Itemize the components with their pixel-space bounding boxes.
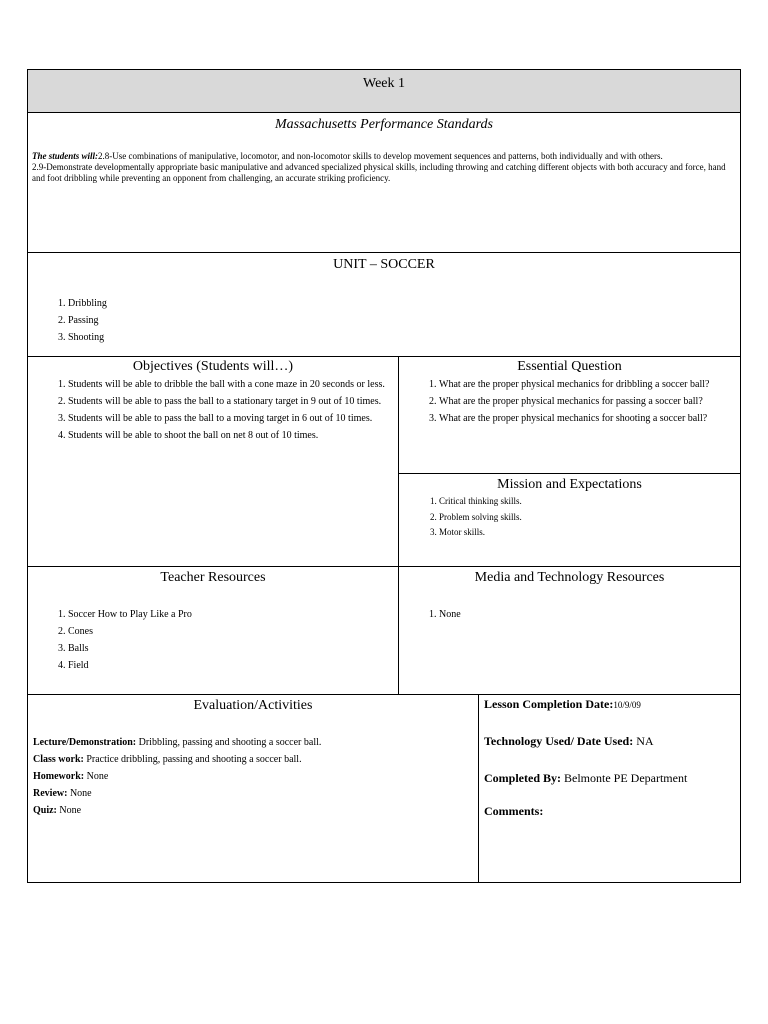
- list-item: 1. Dribbling: [68, 295, 740, 312]
- homework-line: [33, 768, 474, 785]
- mission-heading: Mission and Expectations: [497, 477, 642, 492]
- evaluation-heading: Evaluation/Activities: [193, 698, 313, 713]
- completion-date-label: Lesson Completion Date:: [484, 697, 614, 711]
- unit-heading: UNIT – SOCCER: [333, 257, 435, 272]
- media-resources-heading: Media and Technology Resources: [474, 570, 665, 585]
- list-item: 3. What are the proper physical mechanics for shooting a soccer ball?: [439, 410, 740, 427]
- completed-by-label: Completed By:: [484, 771, 561, 785]
- completed-by-value: Belmonte PE Department: [561, 771, 688, 785]
- quiz-line: [33, 802, 474, 819]
- review-label: Review:: [33, 788, 68, 799]
- completion-date-line: [484, 697, 740, 712]
- list-item: 1. Students will be able to dribble the ball with a cone maze in 20 seconds or less.: [68, 376, 398, 393]
- teacher-resources-section: [27, 566, 399, 695]
- lecture-label: Lecture/Demonstration:: [33, 737, 137, 748]
- media-resources-list: [399, 606, 740, 623]
- comments-label: Comments:: [484, 804, 544, 818]
- list-item: 2. Problem solving skills.: [439, 510, 740, 526]
- list-item: 2. Students will be able to pass the ball to a stationary target in 9 out of 10 times.: [68, 393, 398, 410]
- homework-value: None: [84, 771, 109, 782]
- essential-question-list: [399, 376, 740, 427]
- homework-label: Homework:: [33, 771, 85, 782]
- completion-date-value: 10/9/09: [613, 700, 641, 710]
- technology-used-line: [484, 734, 740, 749]
- teacher-resources-heading: Teacher Resources: [160, 570, 266, 585]
- essential-question-section: [398, 356, 741, 474]
- lecture-value: Dribbling, passing and shooting a soccer ball.: [136, 737, 322, 748]
- mission-section: [398, 473, 741, 567]
- unit-list: [28, 295, 740, 346]
- technology-used-label: Technology Used/ Date Used:: [484, 734, 634, 748]
- list-item: 1. What are the proper physical mechanics for dribbling a soccer ball?: [439, 376, 740, 393]
- list-item: 1. Soccer How to Play Like a Pro: [68, 606, 398, 623]
- list-item: 4. Students will be able to shoot the ball on net 8 out of 10 times.: [68, 427, 398, 444]
- unit-section: [27, 252, 741, 357]
- list-item: 1. None: [439, 606, 740, 623]
- list-item: 3. Balls: [68, 640, 398, 657]
- essential-question-heading: Essential Question: [517, 359, 622, 374]
- standards-heading: Massachusetts Performance Standards: [274, 117, 494, 132]
- list-item: 1. Critical thinking skills.: [439, 494, 740, 510]
- objectives-heading: Objectives (Students will…): [132, 359, 294, 374]
- week-title: Week 1: [362, 76, 406, 91]
- evaluation-body: [28, 714, 478, 819]
- media-resources-section: [398, 566, 741, 695]
- quiz-label: Quiz:: [33, 805, 57, 816]
- lesson-details-section: [478, 694, 741, 883]
- comments-line: [484, 804, 740, 819]
- classwork-label: Class work:: [33, 754, 84, 765]
- completed-by-line: [484, 771, 740, 786]
- list-item: 3. Students will be able to pass the ball to a moving target in 6 out of 10 times.: [68, 410, 398, 427]
- classwork-value: Practice dribbling, passing and shooting a soccer ball.: [83, 754, 302, 765]
- list-item: 2. Passing: [68, 312, 740, 329]
- list-item: 4. Field: [68, 657, 398, 674]
- objectives-list: [28, 376, 398, 444]
- standards-section: [27, 112, 741, 253]
- standard-2-9: 2.9-Demonstrate developmentally appropriate basic manipulative and advanced specialized physical skills, including throwing and catching different objects with both accuracy and force, hand and foot dribbling while preventing an opponent from challenging, an accurate striking proficiency.: [32, 162, 726, 183]
- review-value: None: [67, 788, 92, 799]
- list-item: 2. Cones: [68, 623, 398, 640]
- teacher-resources-list: [28, 606, 398, 674]
- list-item: 3. Motor skills.: [439, 525, 740, 541]
- evaluation-section: [27, 694, 479, 883]
- mission-list: [399, 494, 740, 541]
- standards-text: [28, 133, 740, 184]
- classwork-line: [33, 751, 474, 768]
- list-item: 3. Shooting: [68, 329, 740, 346]
- objectives-section: [27, 356, 399, 567]
- technology-used-value: NA: [633, 734, 654, 748]
- standard-2-8: 2.8-Use combinations of manipulative, locomotor, and non-locomotor skills to develop movement sequences and patterns, both individually and with others.: [98, 151, 663, 161]
- week-header: [27, 69, 741, 113]
- quiz-value: None: [56, 805, 82, 816]
- lecture-line: [33, 734, 474, 751]
- review-line: [33, 785, 474, 802]
- list-item: 2. What are the proper physical mechanics for passing a soccer ball?: [439, 393, 740, 410]
- standards-lead: The students will:: [32, 151, 99, 161]
